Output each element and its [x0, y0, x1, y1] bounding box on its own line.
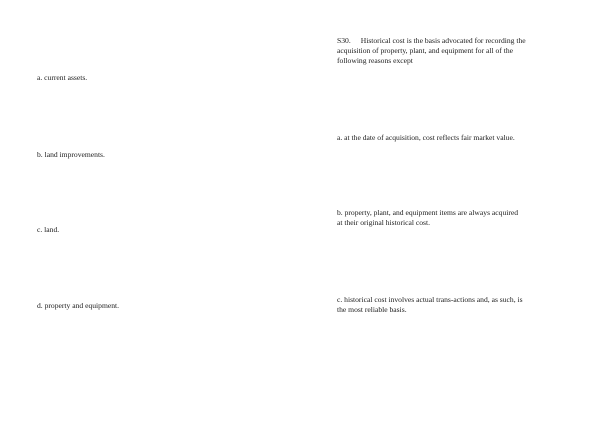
left-option-b-text: b. land improvements. [37, 150, 105, 159]
right-option-c-line-2: the most reliable basis. [337, 305, 407, 315]
question-text-3: following reasons except [337, 56, 413, 66]
right-option-b-line-2: at their original historical cost. [337, 218, 430, 228]
question-s30 [337, 36, 526, 67]
question-text-2: acquisition of property, plant, and equipment for all of the [337, 46, 514, 56]
right-option-c [337, 295, 523, 315]
right-option-a [337, 133, 515, 143]
right-option-b-line-1: b. property, plant, and equipment items are always acquired [337, 208, 519, 217]
question-text-1: Historical cost is the basis advocated for recording the [360, 36, 526, 45]
left-option-a-text: a. current assets. [37, 73, 88, 82]
question-number: S30. [337, 36, 351, 45]
left-option-a [37, 73, 87, 83]
left-option-d [37, 301, 119, 311]
question-line-1 [337, 36, 526, 46]
left-option-b [37, 150, 105, 160]
left-option-c [37, 225, 59, 235]
right-option-a-line-1: a. at the date of acquisition, cost reflects fair market value. [337, 133, 515, 142]
left-option-d-text: d. property and equipment. [37, 301, 120, 310]
right-option-c-line-1: c. historical cost involves actual trans-actions and, as such, is [337, 295, 523, 304]
right-option-b [337, 208, 518, 228]
left-option-c-text: c. land. [37, 225, 60, 234]
